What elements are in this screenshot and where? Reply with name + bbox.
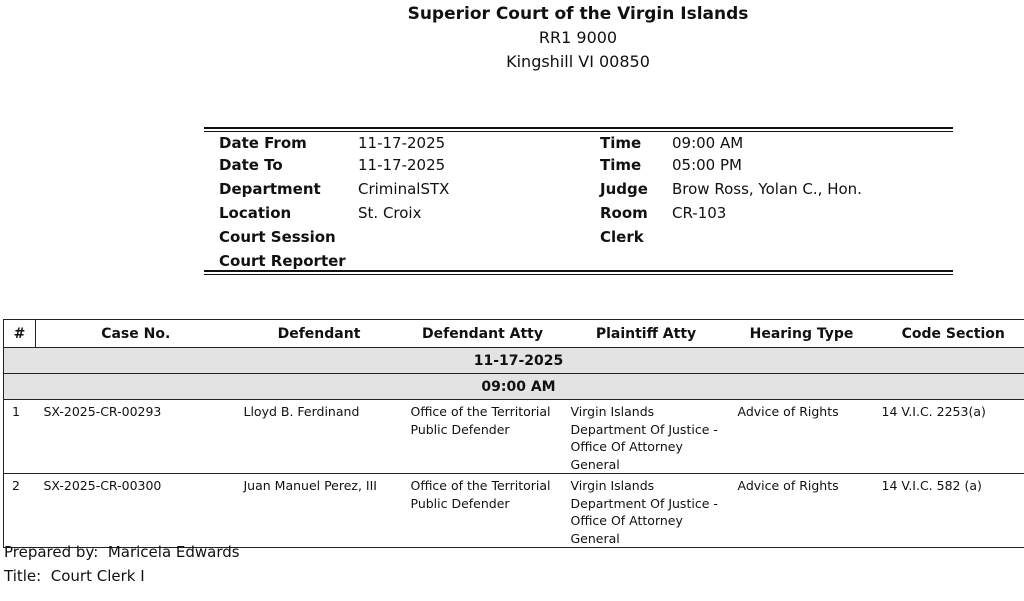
- defendant-name: Juan Manuel Perez, III: [236, 474, 403, 548]
- title-line: [4, 567, 145, 585]
- row-number: 2: [4, 474, 36, 548]
- info-box-bottom-rule: [204, 270, 953, 275]
- table-header-row: [4, 320, 1024, 348]
- room-label: Room: [600, 204, 648, 222]
- col-header-plaintiff-atty: Plaintiff Atty: [563, 320, 730, 348]
- time-group-label: 09:00 AM: [4, 374, 1024, 400]
- code-section: 14 V.I.C. 582 (a): [874, 474, 1024, 548]
- defendant-attorney: Office of the Territorial Public Defender: [403, 474, 563, 548]
- date-from-value: 11-17-2025: [358, 134, 446, 152]
- prepared-by-line: [4, 543, 240, 561]
- court-session-label: Court Session: [219, 228, 336, 246]
- defendant-attorney: Office of the Territorial Public Defender: [403, 400, 563, 474]
- court-address-line2: Kingshill VI 00850: [506, 52, 650, 71]
- title-label: Title:: [4, 567, 42, 585]
- prepared-by-name: Maricela Edwards: [107, 543, 240, 561]
- hearing-type: Advice of Rights: [730, 474, 874, 548]
- table-row: [4, 400, 1024, 474]
- location-label: Location: [219, 204, 292, 222]
- title-value: Court Clerk I: [50, 567, 145, 585]
- clerk-label: Clerk: [600, 228, 644, 246]
- col-header-defendant: Defendant: [236, 320, 403, 348]
- judge-value: Brow Ross, Yolan C., Hon.: [672, 180, 862, 198]
- plaintiff-attorney: Virgin Islands Department Of Justice - Office Of Attorney General: [563, 474, 730, 548]
- room-value: CR-103: [672, 204, 727, 222]
- col-header-defendant-atty: Defendant Atty: [403, 320, 563, 348]
- date-group-row: [4, 348, 1024, 374]
- plaintiff-attorney: Virgin Islands Department Of Justice - Office Of Attorney General: [563, 400, 730, 474]
- row-number: 1: [4, 400, 36, 474]
- time-from-value: 09:00 AM: [672, 134, 744, 152]
- time-to-value: 05:00 PM: [672, 156, 742, 174]
- code-section: 14 V.I.C. 2253(a): [874, 400, 1024, 474]
- time-from-label: Time: [600, 134, 642, 152]
- case-number: SX-2025-CR-00293: [36, 400, 236, 474]
- case-number: SX-2025-CR-00300: [36, 474, 236, 548]
- session-info-box: [204, 127, 953, 275]
- defendant-name: Lloyd B. Ferdinand: [236, 400, 403, 474]
- date-to-label: Date To: [219, 156, 283, 174]
- hearing-type: Advice of Rights: [730, 400, 874, 474]
- prepared-by-label: Prepared by:: [4, 543, 99, 561]
- col-header-case-no: Case No.: [36, 320, 236, 348]
- department-value: CriminalSTX: [358, 180, 450, 198]
- time-to-label: Time: [600, 156, 642, 174]
- department-label: Department: [219, 180, 321, 198]
- col-header-hearing-type: Hearing Type: [730, 320, 874, 348]
- judge-label: Judge: [600, 180, 648, 198]
- court-name: Superior Court of the Virgin Islands: [407, 4, 749, 24]
- table-row: [4, 474, 1024, 548]
- date-from-label: Date From: [219, 134, 307, 152]
- court-reporter-label: Court Reporter: [219, 252, 346, 270]
- time-group-row: [4, 374, 1024, 400]
- court-address-line1: RR1 9000: [538, 28, 618, 47]
- hearing-schedule-table: [3, 319, 1024, 548]
- info-box-top-rule: [204, 127, 953, 132]
- date-to-value: 11-17-2025: [358, 156, 446, 174]
- date-group-label: 11-17-2025: [4, 348, 1024, 374]
- col-header-code-section: Code Section: [874, 320, 1024, 348]
- col-header-number: #: [4, 320, 36, 348]
- location-value: St. Croix: [358, 204, 422, 222]
